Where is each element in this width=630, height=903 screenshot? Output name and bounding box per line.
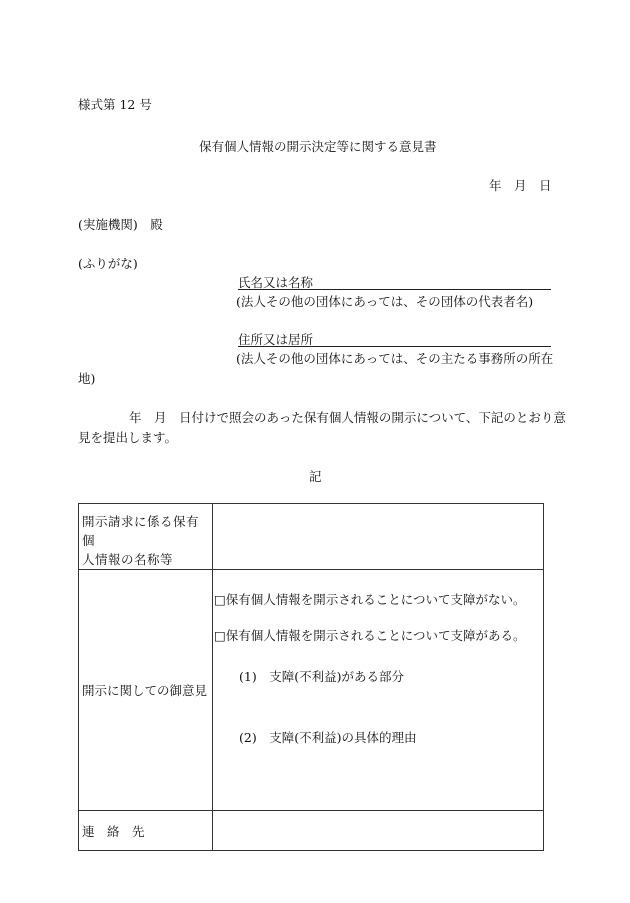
page-title: 保有個人情報の開示決定等に関する意見書 bbox=[199, 139, 437, 154]
form-number: 様式第 12 号 bbox=[78, 97, 152, 112]
option-hindrance[interactable]: □保有個人情報を開示されることについて支障がある。 bbox=[214, 628, 526, 643]
contact-field[interactable] bbox=[213, 811, 544, 851]
opinion-label-cell bbox=[79, 570, 213, 811]
table-row bbox=[79, 570, 544, 811]
table-row bbox=[79, 811, 544, 851]
date-line: 年 月 日 bbox=[489, 178, 552, 193]
body-text-line1: 年 月 日付けで照会のあった保有個人情報の開示について、下記のとおり意 bbox=[129, 410, 566, 425]
sub-item-affected-part: (1) 支障(不利益)がある部分 bbox=[239, 669, 404, 684]
name-label: 氏名又は名称 bbox=[238, 275, 314, 290]
addressee: (実施機関) 殿 bbox=[78, 217, 163, 232]
address-label: 住所又は居所 bbox=[238, 332, 314, 347]
option-no-hindrance[interactable]: □保有個人情報を開示されることについて支障がない。 bbox=[214, 592, 526, 607]
info-name-label-cell bbox=[79, 504, 213, 570]
opinion-table bbox=[78, 503, 544, 851]
sub-item-specific-reason: (2) 支障(不利益)の具体的理由 bbox=[239, 730, 417, 745]
info-name-field[interactable] bbox=[213, 504, 544, 570]
table-row bbox=[79, 504, 544, 570]
name-note: (法人その他の団体にあっては、その団体の代表者名) bbox=[236, 294, 534, 309]
ki-heading: 記 bbox=[309, 469, 322, 484]
contact-label-cell bbox=[79, 811, 213, 851]
info-name-label-line1: 開示請求に係る保有個 bbox=[82, 514, 200, 548]
opinion-label: 開示に関しての御意見 bbox=[82, 683, 208, 698]
contact-label: 連 絡 先 bbox=[82, 823, 145, 839]
address-note: (法人その他の団体にあっては、その主たる事務所の所在 bbox=[236, 351, 554, 366]
furigana-label: (ふりがな) bbox=[78, 256, 138, 271]
opinion-field[interactable] bbox=[213, 570, 544, 811]
address-note-continued: 地) bbox=[78, 371, 96, 386]
name-underline bbox=[238, 289, 551, 290]
address-underline bbox=[238, 346, 551, 347]
body-text-line2: 見を提出します。 bbox=[78, 430, 178, 445]
info-name-label-line2: 人情報の名称等 bbox=[82, 552, 174, 567]
